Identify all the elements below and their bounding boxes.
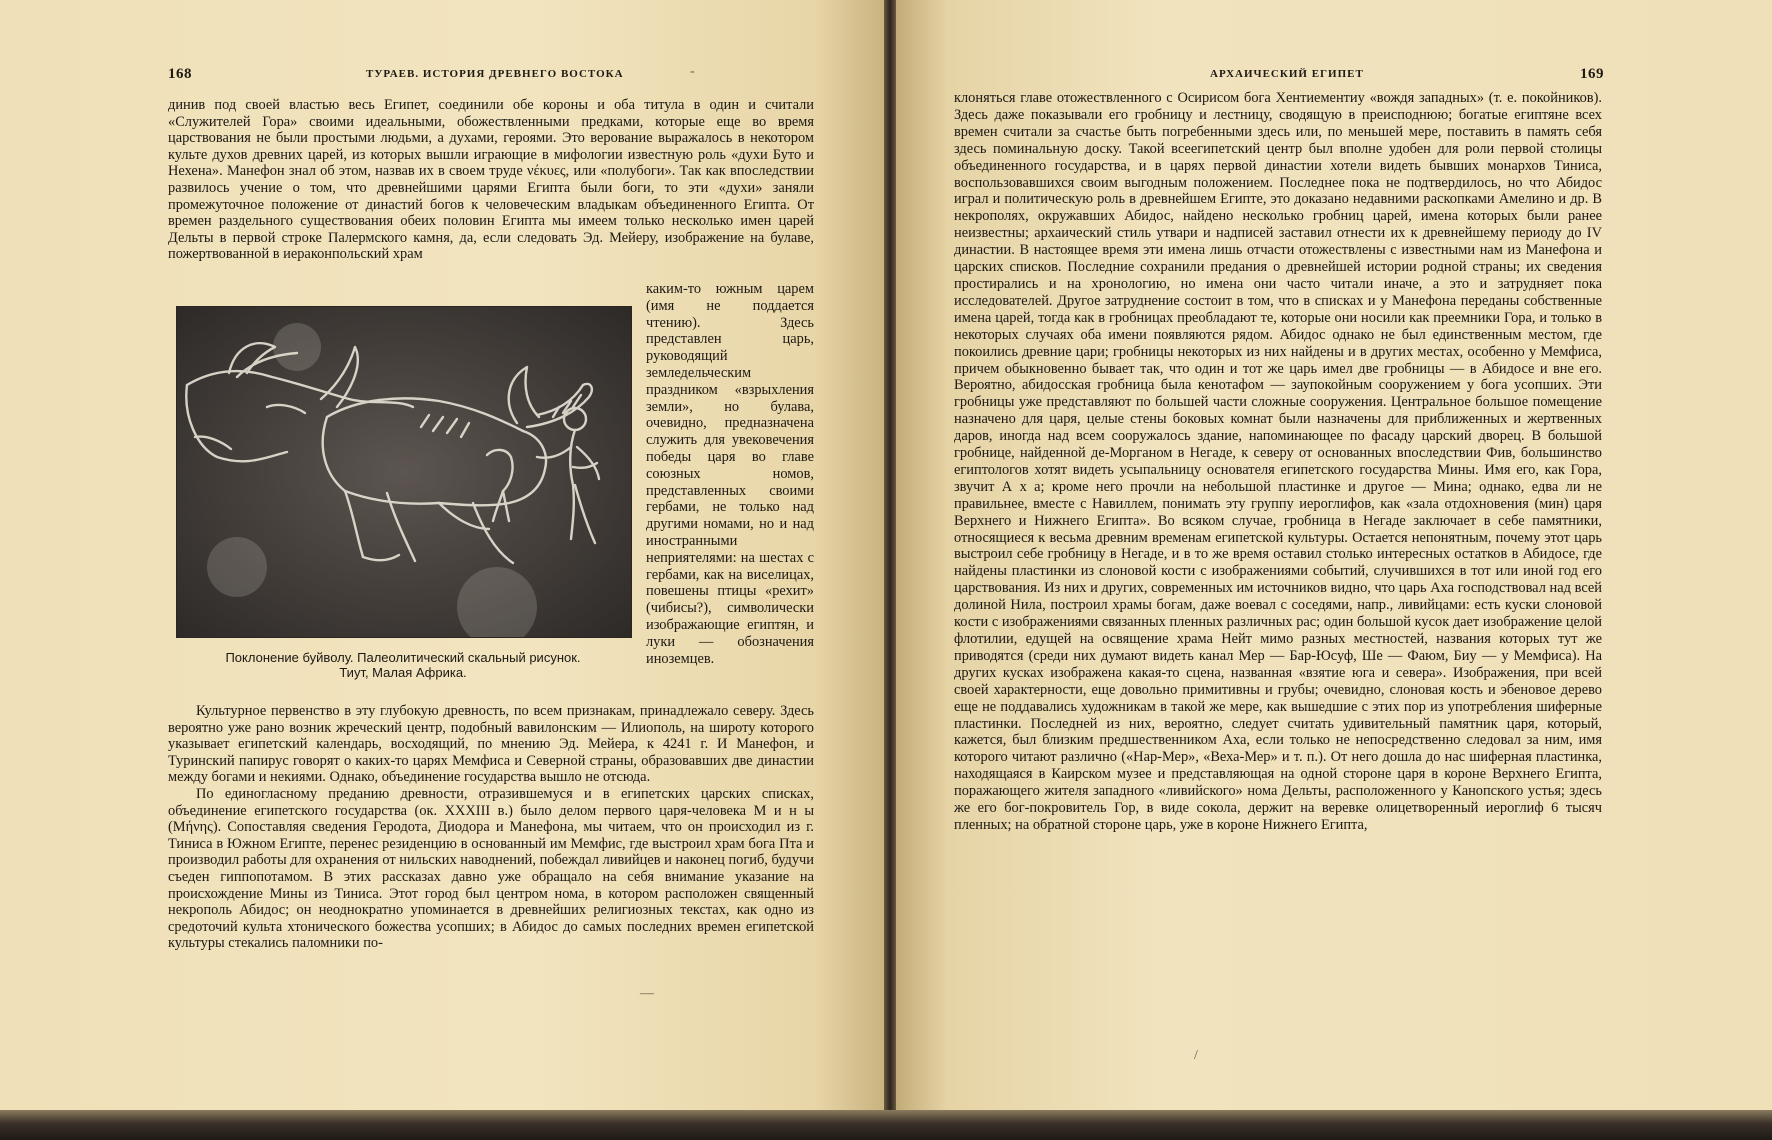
right-running-title: АРХАИЧЕСКИЙ ЕГИПЕТ: [1210, 68, 1364, 80]
buffalo-rock-art-image: [177, 307, 631, 637]
book-gutter: [884, 0, 896, 1130]
left-page-number: 168: [168, 66, 192, 82]
pencil-mark: ‐: [690, 64, 695, 79]
right-page: [896, 0, 1772, 1118]
left-page: [0, 0, 884, 1118]
pencil-mark: —: [640, 986, 654, 1001]
right-body-text: клоняться главе отожествленного с Осирисом бога Хентиементиу «вождя западных» (т. е. покойников). Здесь даже показывали его гробницу и лестницу, сводящую в преисподнюю; богатые египтяне всех времен считали за счастье быть погребенными здесь или, по меньшей мере, поставить в память себя здесь поминальную доску. Такой всеегипетский центр был вполне удобен для роли первой столицы объединенного государства, и в царях первой династии хотели видеть бывших монархов Тиниса, воспользовавшихся своим выгодным положением. Последнее пока не подтвердилось, но что Абидос играл и политическую роль в древнейшем Египте, это доказано недавними раскопками Амелино и др. В некрополях, окружавших Абидос, найдено несколько гробниц царей, имена которых были ранее неизвестны; архаический стиль утвари и надписей заставил отнести их к древнейшему периоду до IV династии. В настоящее время эти имена лишь отчасти отожествлены с известными нам из Манефона и царских списков. Последние сохранили предания о древнейшей истории родной страны; их сведения простирались и на хронологию, но имена они часто читали иначе, а это и затрудняет пока исследователей. Другое затруднение состоит в том, что в списках и у Манефона переданы собственные имена царей, тогда как в гробницах преобладают те, которые они носили как преемники Гора, и только в некоторых случаях оба имени появляются рядом. Абидос однако не был единственным местом, где покоились древние цари; гробницы некоторых из них найдены и в других местах, особенно у Мемфиса, причем обыкновенно бывает так, что один и тот же царь имел две гробницы — в Абидосе и вне его. Вероятно, абидосская гробница была кенотафом — заупокойным сооружением у бога усопших. Эти гробницы уже представляют по большей части сложные сооружения. Центральное большое помещение назначено для царя, целые стены боковых комнат были назначены для приближенных и жертвенных даров, иногда над всем сооружалось здание, напоминающее по фасаду царский дворец. В большой гробнице, найденной де-Морганом в Негаде, к северу от основанных впоследствии Фив, большинство египтологов хотят видеть усыпальницу основателя египетского государства Мины. Имя его, как Гора, звучит А х а; кроме него прочли на небольшой пластинке и другое — Мина; однако, едва ли не правильнее, вместе с Навиллем, понимать эту группу иероглифов, как «зала отдохновения (мин) царя Верхнего и Нижнего Египта». Во всяком случае, гробница в Негаде заключает в себе памятники, относящиеся к весьма древним временам египетской культуры. Остается непонятным, почему этот царь выстроил себе гробницу в Негаде, и в то же время оставил столько интересных остатков в Абидосе, где найдены пластинки из слоновой кости с изображениями событий, случившихся в тот или иной год его царствования. Из них и других, современных им источников видно, что царь Аха господствовал над всей долиной Нила, построил храмы богам, даже воевал с соседями, напр., ливийцами: есть куски слоновой кости с изображениями связанных пленных различных рас; один большой кусок дает изображение целой флотилии, едущей на освящение храма Нейт мимо разных местностей, названия которых тут же приводятся (среди них думают видеть канал Мер — Бар-Юсуф, Ше — Фаюм, Биу — у Мемфиса). На других кусках изображена какая-то сцена, названная «взятие юга и севера». Изображения, при всей своей характерности, еще довольно примитивны и грубы; очевидно, слоновая кость и эбеновое дерево еще не поддавались художникам в такой же мере, как вышедшие с этих пор из употребления шиферные пластинки. Последней из них, вероятно, следует считать удивительный памятник царя, который, кажется, был близким предшественником Аха, если только не непосредственно следовал за ним, имя которого читают различно («Нар-Мер», «Веха-Мер» и т. п.). От него дошла до нас шиферная пластинка, находящаяся в Каирском музее и представляющая на одной стороне царя в короне Верхнего Египта, поражающего жителя западного «ливийского» нома Дельты, расположенного у Канопского устья; здесь же его бог-покровитель Гор, в виде сокола, держит на веревке олицетворенный иероглиф 6 тысяч пленных; на обратной стороне царь, уже в короне Нижнего Египта,: [954, 90, 1602, 833]
caption-line-1: Поклонение буйволу. Палеолитический скальный рисунок.: [225, 650, 581, 665]
left-lower-text: [168, 703, 814, 952]
left-top-paragraph: динив под своей властью весь Египет, соединили обе короны и оба титула в один и считали «Служителей Гора» своими идеальными, обожествленными предками, которые еще во время царствования не были простыми людьми, а духами, героями. Это верование выражалось в некотором культе духов древних царей, из которых вышли играющие в мифологии известную роль «духи Буто и Нехена». Манефон знал об этом, назвав их в своем труде νέκυες, или «полубоги». Так как впоследствии развилось учение о том, что древнейшими царями Египта были боги, то эти «духи» заняли промежуточное положение от династий богов к человеческим владыкам объединенного Египта. От времен раздельного существования обеих половин Египта мы имеем только несколько имен царей Дельты в первой строке Палермского камня, да, если следовать Эд. Мейеру, изображение на булаве, пожертвованной в иераконпольский храм: [168, 97, 814, 263]
book-bottom-edge: [0, 1110, 1772, 1140]
paragraph-mina: По единогласному преданию древности, отразившемуся и в египетских царских списках, объединение египетского государства (ок. XXXIII в.) было делом первого царя-человека М и н ы (Μήνης). Сопоставляя сведения Геродота, Диодора и Манефона, мы читаем, что он происходил из г. Тиниса в Южном Египте, перенес резиденцию в основанный им Мемфис, где выстроил храм бога Пта и производил работы для охранения от нильских наводнений, побеждал ливийцев и наконец погиб, будучи съеден гиппопотамом. В этих рассказах давно уже обращало на себя внимание указание на происхождение Мины из Тиниса. Этот город был центром нома, в котором расположен священный некрополь Абидос; он неоднократно упоминается в древнейших религиозных текстах, как одно из средоточий культа хтонического божества усопших; в Абидос до самых последних времен египетской культуры стекались паломники по-: [168, 785, 814, 952]
pencil-mark: /: [1194, 1048, 1198, 1063]
caption-line-2: Тиут, Малая Африка.: [339, 665, 467, 680]
side-column-text: каким-то южным царем (имя не поддается чтению). Здесь представлен царь, руководящий земледельческим праздником «взрыхления земли», но булава, очевидно, предназначена служить для увековечения победы царя во главе союзных номов, представленных своими гербами, не только над другими номами, но и над иностранными неприятелями: на шестах с гербами, как на виселицах, повешены птицы «рехит» (чибисы?), символически изображающие египтян, и луки — обозначения иноземцев.: [646, 281, 814, 667]
left-running-title: ТУРАЕВ. ИСТОРИЯ ДРЕВНЕГО ВОСТОКА: [366, 68, 624, 80]
right-page-number: 169: [1580, 66, 1604, 82]
figure-caption: [176, 650, 630, 680]
paragraph-culture: Культурное первенство в эту глубокую древность, по всем признакам, принадлежало северу. Здесь вероятно уже рано возник жреческий центр, подобный вавилонским — Илиополь, на широту которого указывает египетский календарь, восходящий, по мнению Эд. Мейера, к 4241 г. И Манефон, и Туринский папирус говорят о каких-то царях Мемфиса и Северной страны, образовавших две династии между богами и некиями. Однако, объединение государства вышло не отсюда.: [168, 703, 814, 786]
rock-drawing-figure: [176, 306, 632, 638]
